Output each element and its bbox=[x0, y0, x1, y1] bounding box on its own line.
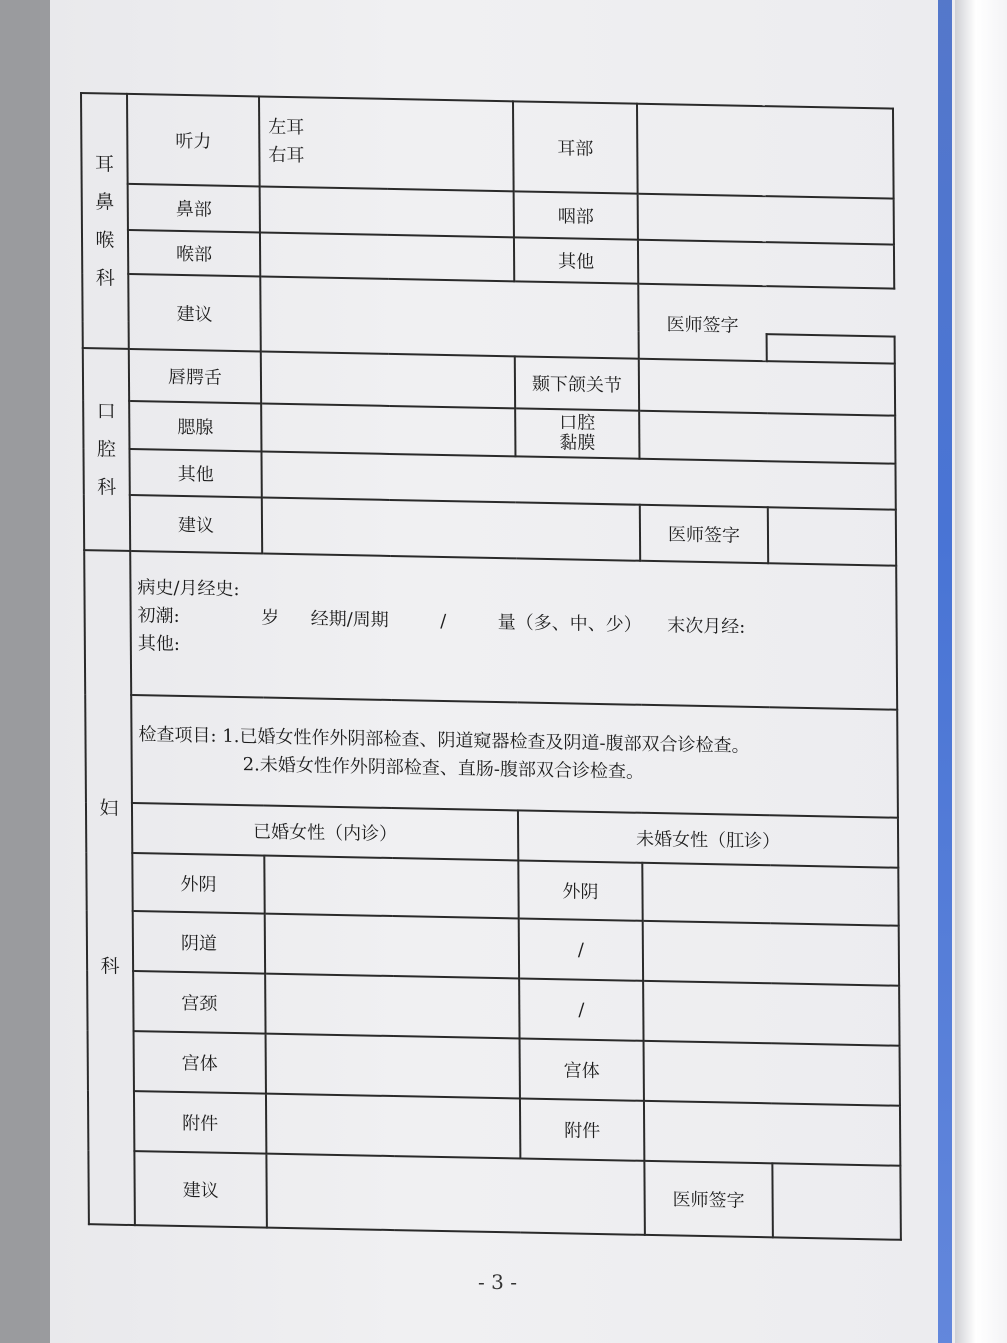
throat-field[interactable] bbox=[260, 232, 514, 281]
pharynx-field[interactable] bbox=[638, 194, 894, 245]
dept-ent-char: 喉 bbox=[95, 228, 115, 252]
label-right-ear: 右耳 bbox=[268, 144, 305, 167]
ent-other-field[interactable] bbox=[638, 240, 894, 289]
label-gyn-advice: 建议 bbox=[134, 1151, 267, 1228]
label-pharynx: 咽部 bbox=[514, 191, 638, 239]
label-last-period: 末次月经: bbox=[667, 615, 746, 638]
married-vagina-field[interactable] bbox=[265, 914, 519, 979]
dept-ent-char: 耳 bbox=[94, 152, 115, 176]
label-age-unit: 岁 bbox=[261, 607, 280, 629]
unmarried-vulva-field[interactable] bbox=[642, 863, 898, 926]
label-hearing: 听力 bbox=[127, 94, 260, 187]
label-left-ear: 左耳 bbox=[268, 116, 305, 139]
label-oral-advice: 建议 bbox=[130, 495, 262, 554]
label-ear: 耳部 bbox=[513, 101, 638, 193]
label-slash: / bbox=[440, 610, 447, 633]
dept-ent bbox=[81, 93, 129, 349]
unmarried-slash-2-field[interactable] bbox=[643, 981, 899, 1046]
label-history: 病史/月经史: bbox=[137, 577, 240, 601]
label-married-cervix: 宫颈 bbox=[133, 971, 265, 1034]
gyn-doctor-sign-field[interactable] bbox=[772, 1163, 901, 1239]
label-ent-doctor-sign: 医师签字 bbox=[666, 314, 739, 337]
label-parotid: 腮腺 bbox=[129, 401, 261, 452]
unmarried-header: 未婚女性（肛诊） bbox=[518, 810, 898, 867]
dept-ent-char: 科 bbox=[95, 266, 115, 290]
label-period-cycle: 经期/周期 bbox=[310, 608, 389, 631]
label-married-uterus: 宫体 bbox=[134, 1031, 266, 1094]
label-mucosa bbox=[515, 408, 639, 458]
label-tmj: 颞下颌关节 bbox=[515, 356, 639, 410]
label-unmarried-vulva: 外阴 bbox=[518, 860, 642, 920]
label-ent-other: 其他 bbox=[514, 237, 638, 283]
married-header: 已婚女性（内诊） bbox=[132, 803, 518, 860]
unmarried-uterus-field[interactable] bbox=[644, 1041, 900, 1106]
oral-doctor-sign-field[interactable] bbox=[768, 507, 896, 565]
medical-exam-form bbox=[80, 92, 908, 1258]
ent-advice-field[interactable] bbox=[260, 276, 639, 358]
label-married-vagina: 阴道 bbox=[133, 911, 265, 974]
ear-field[interactable] bbox=[637, 104, 894, 199]
married-uterus-field[interactable] bbox=[266, 1034, 520, 1099]
label-ent-advice: 建议 bbox=[128, 274, 261, 352]
label-oral-other: 其他 bbox=[129, 449, 261, 498]
label-oral-doctor-sign: 医师签字 bbox=[640, 505, 768, 563]
paper-edge bbox=[955, 0, 1007, 1343]
label-menarche: 初潮: bbox=[137, 605, 180, 627]
menstrual-history-block[interactable] bbox=[130, 551, 897, 710]
label-unmarried-slash-2: / bbox=[519, 978, 643, 1040]
label-nose: 鼻部 bbox=[128, 184, 260, 233]
dept-gyn bbox=[84, 550, 135, 1225]
mucosa-field[interactable] bbox=[639, 411, 895, 464]
label-unmarried-slash-1: / bbox=[519, 918, 643, 980]
exam-item-2: 2.未婚女性作外阴部检查、直肠-腹部双合诊检查。 bbox=[242, 754, 644, 783]
exam-items-block bbox=[131, 695, 898, 818]
label-throat: 喉部 bbox=[128, 230, 260, 277]
hearing-field[interactable] bbox=[259, 96, 514, 191]
label-married-vulva: 外阴 bbox=[132, 853, 264, 914]
binder-strip bbox=[938, 0, 952, 1343]
nose-field[interactable] bbox=[260, 186, 514, 237]
label-unmarried-uterus: 宫体 bbox=[520, 1038, 644, 1100]
unmarried-adnexa-field[interactable] bbox=[644, 1101, 900, 1166]
tmj-field[interactable] bbox=[639, 359, 895, 416]
label-exam-title: 检查项目: bbox=[138, 724, 217, 747]
dept-oral bbox=[83, 348, 130, 551]
dept-gyn-char: 科 bbox=[100, 955, 120, 978]
dept-ent-char: 鼻 bbox=[95, 190, 115, 214]
label-married-adnexa: 附件 bbox=[134, 1091, 266, 1154]
dept-oral-char: 腔 bbox=[96, 438, 117, 461]
dept-gyn-char: 妇 bbox=[99, 797, 119, 820]
label-amount: 量（多、中、少） bbox=[497, 612, 642, 636]
label-lips: 唇腭舌 bbox=[129, 349, 261, 404]
lips-field[interactable] bbox=[261, 351, 515, 408]
page-number: - 3 - bbox=[478, 1270, 517, 1294]
ent-doctor-sign-field[interactable] bbox=[767, 334, 895, 363]
married-vulva-field[interactable] bbox=[264, 856, 518, 919]
label-mucosa-line: 黏膜 bbox=[559, 432, 596, 454]
exam-table bbox=[80, 92, 902, 1241]
parotid-field[interactable] bbox=[261, 403, 515, 456]
label-gyn-other: 其他: bbox=[137, 633, 180, 655]
dept-oral-char: 口 bbox=[96, 400, 116, 423]
married-adnexa-field[interactable] bbox=[266, 1094, 520, 1159]
married-cervix-field[interactable] bbox=[265, 974, 519, 1039]
label-gyn-doctor-sign: 医师签字 bbox=[644, 1161, 773, 1237]
unmarried-slash-1-field[interactable] bbox=[643, 921, 899, 986]
oral-advice-field[interactable] bbox=[262, 498, 640, 561]
label-mucosa-line: 口腔 bbox=[559, 412, 596, 434]
dept-oral-char: 科 bbox=[97, 476, 117, 499]
label-unmarried-adnexa: 附件 bbox=[520, 1098, 644, 1160]
exam-item-1: 1.已婚女性作外阴部检查、阴道窥器检查及阴道-腹部双合诊检查。 bbox=[222, 725, 750, 757]
gyn-advice-field[interactable] bbox=[266, 1154, 645, 1235]
